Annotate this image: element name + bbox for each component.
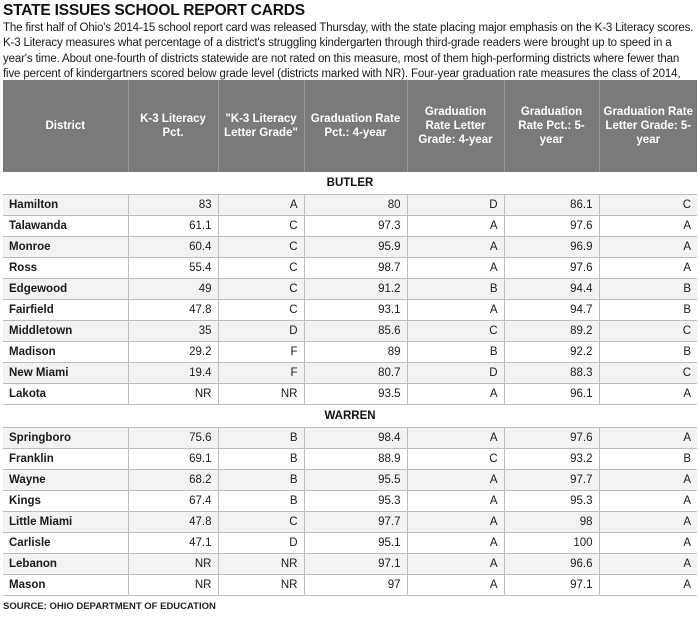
k3-literacy-grade: B (218, 491, 304, 512)
k3-literacy-grade: B (218, 449, 304, 470)
k3-literacy-grade: F (218, 342, 304, 363)
k3-literacy-grade: C (218, 237, 304, 258)
k3-literacy-pct: NR (128, 384, 218, 405)
county-name: BUTLER (3, 172, 697, 195)
grad-rate-5yr: 96.9 (504, 237, 599, 258)
grad-rate-4yr: 98.7 (304, 258, 407, 279)
grad-grade-4yr: A (407, 237, 504, 258)
district-name: Fairfield (3, 300, 128, 321)
k3-literacy-grade: C (218, 512, 304, 533)
table-header (3, 80, 697, 172)
k3-literacy-grade: B (218, 428, 304, 449)
column-header-k3-literacy-pct: K-3 Literacy Pct. (128, 80, 218, 172)
k3-literacy-grade: A (218, 195, 304, 216)
grad-rate-5yr: 92.2 (504, 342, 599, 363)
k3-literacy-pct: 61.1 (128, 216, 218, 237)
grad-grade-4yr: A (407, 384, 504, 405)
grad-rate-5yr: 97.6 (504, 258, 599, 279)
k3-literacy-pct: 68.2 (128, 470, 218, 491)
grad-grade-4yr: A (407, 491, 504, 512)
source-note: SOURCE: OHIO DEPARTMENT OF EDUCATION (3, 601, 216, 612)
table-row (3, 533, 697, 554)
k3-literacy-grade: NR (218, 575, 304, 596)
grad-rate-5yr: 97.1 (504, 575, 599, 596)
table-row (3, 470, 697, 491)
k3-literacy-grade: F (218, 363, 304, 384)
k3-literacy-pct: NR (128, 554, 218, 575)
grad-rate-5yr: 86.1 (504, 195, 599, 216)
district-name: Franklin (3, 449, 128, 470)
k3-literacy-pct: 69.1 (128, 449, 218, 470)
table-row (3, 512, 697, 533)
grad-grade-5yr: A (599, 470, 697, 491)
grad-rate-5yr: 95.3 (504, 491, 599, 512)
grad-rate-5yr: 88.3 (504, 363, 599, 384)
district-name: Talawanda (3, 216, 128, 237)
grad-rate-5yr: 96.1 (504, 384, 599, 405)
district-name: Hamilton (3, 195, 128, 216)
k3-literacy-grade: C (218, 216, 304, 237)
grad-rate-5yr: 94.7 (504, 300, 599, 321)
grad-grade-5yr: C (599, 363, 697, 384)
k3-literacy-grade: C (218, 258, 304, 279)
table-row (3, 279, 697, 300)
grad-rate-5yr: 89.2 (504, 321, 599, 342)
column-header-district: District (45, 120, 86, 132)
grad-grade-4yr: A (407, 470, 504, 491)
district-name: Lebanon (3, 554, 128, 575)
page-title: STATE ISSUES SCHOOL REPORT CARDS (3, 2, 305, 19)
grad-rate-4yr: 97.7 (304, 512, 407, 533)
grad-grade-5yr: C (599, 321, 697, 342)
grad-grade-4yr: D (407, 195, 504, 216)
grad-grade-5yr: C (599, 195, 697, 216)
grad-grade-5yr: A (599, 384, 697, 405)
grad-rate-4yr: 95.5 (304, 470, 407, 491)
column-header-k3-literacy-grade: "K-3 Literacy Letter Grade" (218, 80, 304, 172)
report-card-table (3, 80, 697, 596)
intro-paragraph: The first half of Ohio's 2014-15 school report card was released Thursday, with the state placing major emphasis on the K-3 Literacy scores. K-3 Literacy measures what percentage of a district's struggling kindergarten through third-grade readers were brought up to speed in a year's time. About one-fourth of districts statewide are not rated on this measure, most of them high-performing districts where fewer than five percent of kindergartners scored below grade level (districts marked with NR). Four-year graduation rate measures the class of 2014, while the five-year rate applies to the group that largely graduated in 2013. (3, 22, 694, 96)
district-name: Lakota (3, 384, 128, 405)
table-row (3, 491, 697, 512)
grad-grade-4yr: A (407, 428, 504, 449)
table-row (3, 554, 697, 575)
county-group-header (3, 172, 697, 195)
grad-rate-4yr: 88.9 (304, 449, 407, 470)
table-row (3, 449, 697, 470)
table-row (3, 342, 697, 363)
grad-grade-5yr: A (599, 428, 697, 449)
grad-rate-5yr: 97.7 (504, 470, 599, 491)
grad-rate-5yr: 98 (504, 512, 599, 533)
grad-grade-4yr: B (407, 342, 504, 363)
table-row (3, 428, 697, 449)
grad-rate-4yr: 93.5 (304, 384, 407, 405)
county-name: WARREN (3, 405, 697, 428)
grad-rate-5yr: 100 (504, 533, 599, 554)
k3-literacy-pct: 47.8 (128, 512, 218, 533)
grad-rate-4yr: 80.7 (304, 363, 407, 384)
grad-rate-4yr: 89 (304, 342, 407, 363)
k3-literacy-pct: 29.2 (128, 342, 218, 363)
table-row (3, 237, 697, 258)
district-name: Springboro (3, 428, 128, 449)
grad-rate-4yr: 97.3 (304, 216, 407, 237)
district-name: Little Miami (3, 512, 128, 533)
district-name: Edgewood (3, 279, 128, 300)
k3-literacy-pct: 83 (128, 195, 218, 216)
grad-rate-4yr: 91.2 (304, 279, 407, 300)
grad-grade-4yr: B (407, 279, 504, 300)
grad-rate-4yr: 95.1 (304, 533, 407, 554)
grad-grade-5yr: B (599, 342, 697, 363)
district-name: Madison (3, 342, 128, 363)
grad-rate-4yr: 85.6 (304, 321, 407, 342)
k3-literacy-grade: D (218, 533, 304, 554)
column-header-grad-grade-5yr: Graduation Rate Letter Grade: 5-year (599, 80, 697, 172)
district-name: Middletown (3, 321, 128, 342)
k3-literacy-grade: B (218, 470, 304, 491)
grad-grade-5yr: A (599, 258, 697, 279)
grad-grade-5yr: A (599, 554, 697, 575)
k3-literacy-grade: C (218, 300, 304, 321)
district-name: Carlisle (3, 533, 128, 554)
k3-literacy-pct: 49 (128, 279, 218, 300)
column-header-grad-rate-4yr: Graduation Rate Pct.: 4-year (304, 80, 407, 172)
table-row (3, 363, 697, 384)
k3-literacy-pct: 75.6 (128, 428, 218, 449)
grad-grade-4yr: C (407, 321, 504, 342)
k3-literacy-pct: NR (128, 575, 218, 596)
grad-grade-5yr: A (599, 575, 697, 596)
grad-grade-4yr: C (407, 449, 504, 470)
k3-literacy-grade: C (218, 279, 304, 300)
k3-literacy-pct: 47.1 (128, 533, 218, 554)
grad-rate-4yr: 95.3 (304, 491, 407, 512)
table-row (3, 195, 697, 216)
grad-rate-4yr: 93.1 (304, 300, 407, 321)
table-row (3, 258, 697, 279)
grad-grade-5yr: A (599, 533, 697, 554)
k3-literacy-pct: 67.4 (128, 491, 218, 512)
k3-literacy-pct: 55.4 (128, 258, 218, 279)
table-row (3, 575, 697, 596)
header-row (3, 80, 697, 172)
district-name: Wayne (3, 470, 128, 491)
district-name: Monroe (3, 237, 128, 258)
table-row (3, 300, 697, 321)
grad-grade-4yr: A (407, 533, 504, 554)
grad-rate-5yr: 97.6 (504, 216, 599, 237)
grad-grade-5yr: A (599, 216, 697, 237)
column-header-grad-rate-5yr: Graduation Rate Pct.: 5-year (504, 80, 599, 172)
grad-grade-4yr: A (407, 575, 504, 596)
grad-rate-4yr: 95.9 (304, 237, 407, 258)
district-name: Ross (3, 258, 128, 279)
grad-grade-5yr: B (599, 300, 697, 321)
district-name: Mason (3, 575, 128, 596)
grad-grade-4yr: D (407, 363, 504, 384)
table-body (3, 172, 697, 596)
grad-grade-5yr: B (599, 449, 697, 470)
k3-literacy-pct: 35 (128, 321, 218, 342)
grad-rate-5yr: 96.6 (504, 554, 599, 575)
grad-grade-5yr: A (599, 512, 697, 533)
grad-grade-5yr: A (599, 491, 697, 512)
grad-rate-4yr: 97 (304, 575, 407, 596)
grad-grade-5yr: A (599, 237, 697, 258)
grad-rate-4yr: 97.1 (304, 554, 407, 575)
table-row (3, 216, 697, 237)
grad-rate-5yr: 94.4 (504, 279, 599, 300)
grad-grade-4yr: A (407, 216, 504, 237)
k3-literacy-grade: NR (218, 384, 304, 405)
grad-grade-4yr: A (407, 512, 504, 533)
county-group-header (3, 405, 697, 428)
k3-literacy-grade: D (218, 321, 304, 342)
grad-grade-5yr: B (599, 279, 697, 300)
district-name: Kings (3, 491, 128, 512)
grad-rate-4yr: 80 (304, 195, 407, 216)
grad-grade-4yr: A (407, 300, 504, 321)
k3-literacy-pct: 60.4 (128, 237, 218, 258)
column-header-grad-grade-4yr: Graduation Rate Letter Grade: 4-year (407, 80, 504, 172)
grad-rate-5yr: 97.6 (504, 428, 599, 449)
table-row (3, 384, 697, 405)
k3-literacy-pct: 19.4 (128, 363, 218, 384)
grad-grade-4yr: A (407, 258, 504, 279)
table-row (3, 321, 697, 342)
district-name: New Miami (3, 363, 128, 384)
k3-literacy-grade: NR (218, 554, 304, 575)
grad-rate-4yr: 98.4 (304, 428, 407, 449)
k3-literacy-pct: 47.8 (128, 300, 218, 321)
grad-rate-5yr: 93.2 (504, 449, 599, 470)
grad-grade-4yr: A (407, 554, 504, 575)
